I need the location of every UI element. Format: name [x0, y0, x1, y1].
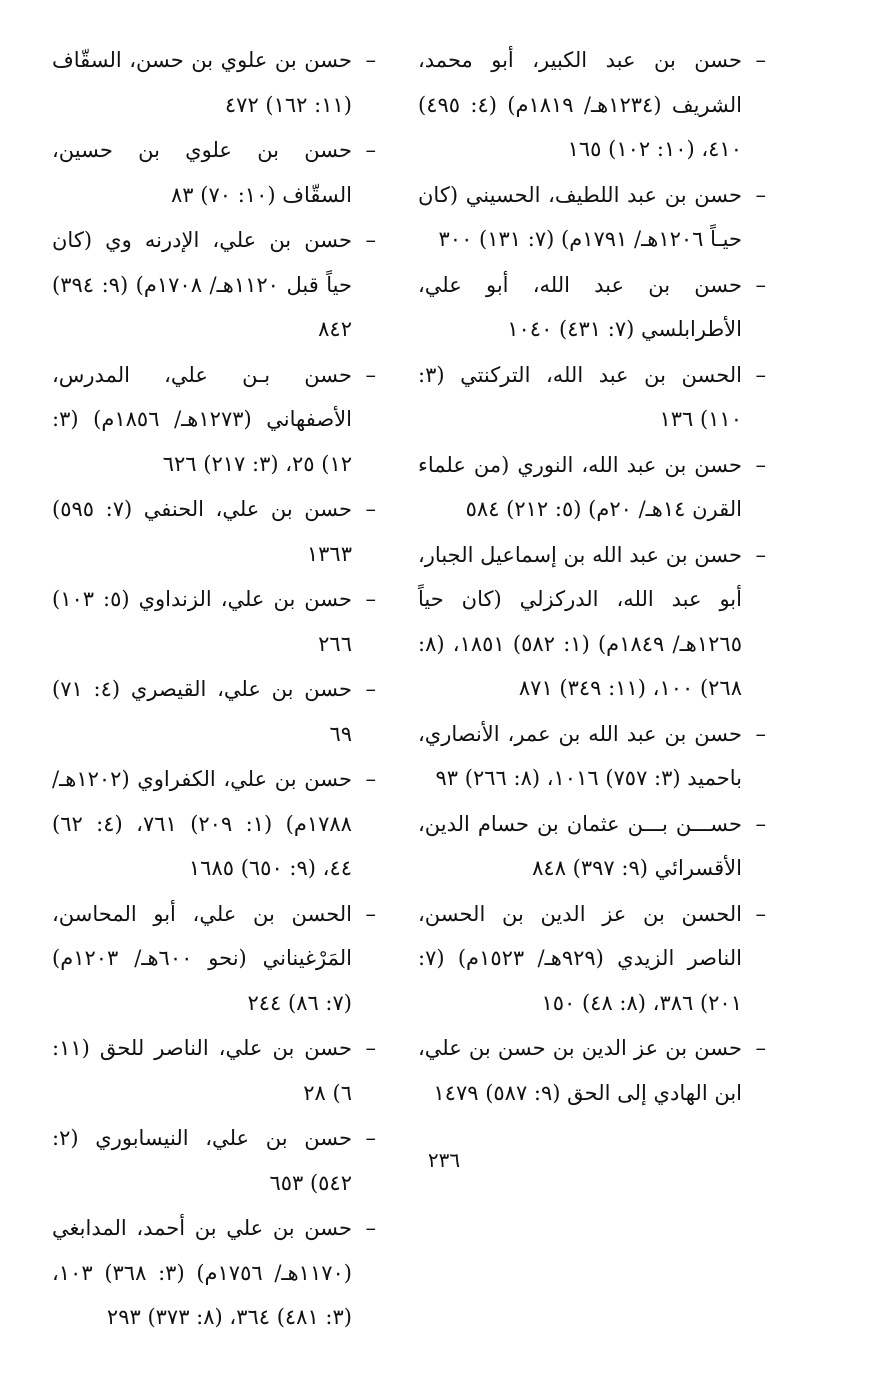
entry-dash: –: [365, 677, 376, 701]
entry-text: حسن بن عز الدين بن حسن بن علي، ابن الهادي إلى الحق (٩: ٥٨٧) ١٤٧٩: [418, 1036, 742, 1105]
entry-dash: –: [755, 542, 766, 567]
left-column: [52, 38, 376, 1341]
entry-text: حسن بـن علي، المدرس، الأصفهاني (١٢٧٣هـ/ ١٨٥٦م) (٣: ١٢) ٢٥، (٣: ٢١٧) ٦٢٦: [52, 362, 352, 476]
entry-dash: –: [365, 138, 376, 162]
entry-dash: –: [755, 721, 766, 746]
page-number: ٢٣٦: [427, 1148, 461, 1172]
entry-dash: –: [365, 587, 376, 611]
index-entry: [52, 1206, 376, 1340]
entry-dash: –: [755, 901, 766, 926]
entry-text: حسن بن عبد الكبير، أبو محمد، الشريف (١٢٣٤هـ/ ١٨١٩م) (٤: ٤٩٥) ٤١٠، (١٠: ١٠٢) ١٦٥: [418, 48, 742, 161]
entry-text: الحسن بن علي، أبو المحاسن، المَرْغيناني (نحو ٦٠٠هـ/ ١٢٠٣م) (٧: ٨٦) ٢٤٤: [52, 901, 353, 1015]
entry-dash: –: [755, 48, 766, 72]
entry-text: حسن بن علي، الإدرنه وي (كان حياً قبل ١١٢٠هـ/ ١٧٠٨م) (٩: ٣٩٤) ٨٤٢: [52, 228, 352, 341]
index-entry: [52, 487, 376, 576]
entry-dash: –: [365, 1036, 376, 1060]
entry-dash: –: [365, 901, 376, 926]
index-entry: [52, 218, 376, 352]
index-entry: [52, 38, 376, 127]
entry-dash: –: [365, 1216, 376, 1240]
entry-dash: –: [755, 452, 766, 477]
index-entry: [418, 443, 766, 532]
entry-text: حسن بن علي، الكفراوي (١٢٠٢هـ/ ١٧٨٨م) (١: ٢٠٩) ٧٦١، (٤: ٦٢) ٤٤، (٩: ٦٥٠) ١٦٨٥: [52, 767, 352, 880]
index-entry: [418, 712, 766, 801]
entry-text: حسن بن عبد الله، النوري (من علماء القرن ١٤هـ/ ٢٠م) (٥: ٢١٢) ٥٨٤: [418, 452, 742, 521]
entry-dash: –: [755, 182, 766, 207]
entry-text: حسن بن عبد الله بن عمر، الأنصاري، باحميد (٣: ٧٥٧) ١٠١٦، (٨: ٢٦٦) ٩٣: [418, 721, 742, 790]
entry-text: حسن بن علي، النيسابوري (٢: ٥٤٢) ٦٥٣: [52, 1126, 352, 1195]
entry-text: حسن بن علي، الحنفي (٧: ٥٩٥) ١٣٦٣: [52, 497, 352, 566]
entry-text: الحسن بن عبد الله، التركنتي (٣: ١١٠) ١٣٦: [418, 362, 742, 431]
entry-text: حسن بن علوي بن حسن، السقّاف (١١: ١٦٢) ٤٧٢: [52, 48, 352, 117]
index-entry: [52, 577, 376, 666]
entry-dash: –: [365, 228, 376, 252]
index-entry: [418, 173, 766, 262]
entry-text: حسن بن علوي بن حسين، السقّاف (١٠: ٧٠) ٨٣: [52, 138, 352, 207]
index-entry: [418, 892, 766, 1026]
entry-text: حسن بن علي بن أحمد، المدابغي (١١٧٠هـ/ ١٧٥٦م) (٣: ٣٦٨) ١٠٣، (٣: ٤٨١) ٣٦٤، (٨: ٣٧٣) ٢٩٣: [52, 1216, 352, 1329]
index-entry: [418, 353, 766, 442]
entry-text: حسن بن عبد الله بن إسماعيل الجبار، أبو عبد الله، الدركزلي (كان حياً ١٢٦٥هـ/ ١٨٤٩م) (١: ٥٨٢) ١٨٥١، (٨: ٢٦٨) ١٠٠، (١١: ٣٤٩) ٨٧١: [418, 542, 742, 700]
entry-text: حسن بن علي، الناصر للحق (١١: ٦) ٢٨: [52, 1036, 352, 1105]
entry-dash: –: [365, 48, 376, 72]
entry-dash: –: [755, 811, 766, 836]
entry-text: حسن بن علي، القيصري (٤: ٧١) ٦٩: [52, 677, 352, 746]
entry-text: حســـن بـــن عثمان بن حسام الدين، الأقسرائي (٩: ٣٩٧) ٨٤٨: [418, 811, 742, 880]
entry-text: الحسن بن عز الدين بن الحسن، الناصر الزيدي (٩٢٩هـ/ ١٥٢٣م) (٧: ٢٠١) ٣٨٦، (٨: ٤٨) ١٥٠: [418, 901, 742, 1015]
index-entry: [418, 38, 766, 172]
index-entry: [418, 263, 766, 352]
entry-dash: –: [365, 362, 376, 387]
right-column: [418, 38, 766, 1116]
index-entry: [418, 1026, 766, 1115]
index-entry: [418, 533, 766, 711]
index-entry: [52, 757, 376, 891]
entry-dash: –: [365, 1126, 376, 1150]
index-entry: [52, 353, 376, 487]
entry-text: حسن بن علي، الزنداوي (٥: ١٠٣) ٢٦٦: [52, 587, 352, 656]
index-entry: [52, 667, 376, 756]
entry-dash: –: [365, 497, 376, 521]
entry-dash: –: [755, 272, 766, 297]
index-entry: [52, 128, 376, 217]
index-entry: [52, 892, 376, 1026]
entry-text: حسن بن عبد الله، أبو علي، الأطرابلسي (٧: ٤٣١) ١٠٤٠: [418, 272, 742, 341]
entry-text: حسن بن عبد اللطيف، الحسيني (كان حيـاً ١٢٠٦هـ/ ١٧٩١م) (٧: ١٣١) ٣٠٠: [418, 182, 742, 251]
entry-dash: –: [755, 1036, 766, 1060]
index-entry: [418, 802, 766, 891]
entry-dash: –: [755, 362, 766, 387]
index-entry: [52, 1026, 376, 1115]
entry-dash: –: [365, 767, 376, 791]
